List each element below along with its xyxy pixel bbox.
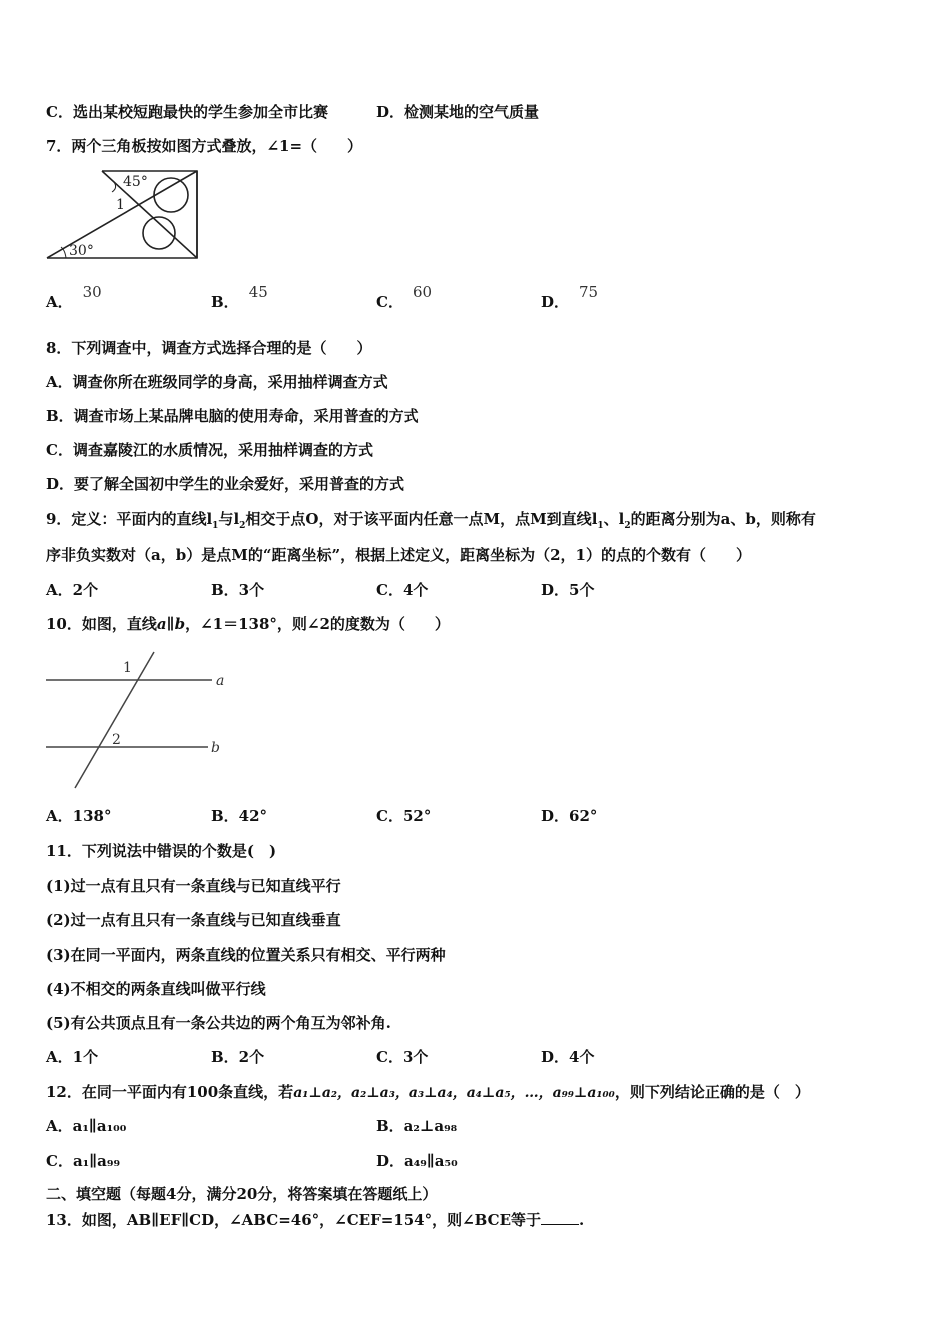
q10-option-d: D．62°	[541, 807, 598, 825]
q8-option-c: C．调查嘉陵江的水质情况，采用抽样调查的方式	[46, 441, 373, 459]
q10-figure-parallel-lines	[42, 648, 242, 793]
q12-option-a: A．a₁∥a₁₀₀	[46, 1117, 127, 1135]
q10-stem: 10．如图，直线a∥b，∠1＝138°，则∠2的度数为（ ）	[46, 615, 450, 633]
q10-label-1: 1	[123, 660, 132, 676]
q8-option-b: B．调查市场上某品牌电脑的使用寿命，采用普查的方式	[46, 407, 419, 425]
q9-stem-line2: 序非负实数对（a，b）是点M的“距离坐标”，根据上述定义，距离坐标为（2，1）的点的个数有（ ）	[46, 546, 751, 564]
q10-label-b: b	[211, 740, 220, 756]
q11-option-c: C．3个	[376, 1048, 429, 1066]
q7-option-d: D．75	[541, 283, 599, 311]
q11-option-a: A．1个	[46, 1048, 99, 1066]
q10-option-b: B．42°	[211, 807, 268, 825]
q7-option-b: B．45	[211, 283, 268, 311]
q7-option-a-value: 30	[82, 283, 102, 301]
q11-option-b: B．2个	[211, 1048, 265, 1066]
q11-statement-1: (1)过一点有且只有一条直线与已知直线平行	[46, 877, 341, 895]
q6-option-c: C．选出某校短跑最快的学生参加全市比赛	[46, 103, 328, 121]
q12-perpendicular-chain: a₁⊥a₂，a₂⊥a₃，a₃⊥a₄，a₄⊥a₅，…，a₉₉⊥a₁₀₀	[293, 1085, 615, 1101]
q12-option-d: D．a₄₉∥a₅₀	[376, 1152, 458, 1170]
q11-statement-5: (5)有公共顶点且有一条公共边的两个角互为邻补角.	[46, 1014, 391, 1032]
q7-label-45: 45°	[123, 174, 148, 190]
q7-label-1: 1	[116, 197, 125, 213]
q9-option-d: D．5个	[541, 581, 595, 599]
q9-option-c: C．4个	[376, 581, 429, 599]
q6-option-d: D．检测某地的空气质量	[376, 103, 540, 121]
q8-option-a: A．调查你所在班级同学的身高，采用抽样调查方式	[46, 373, 388, 391]
q7-option-b-value: 45	[248, 283, 268, 301]
q8-option-d: D．要了解全国初中学生的业余爱好，采用普查的方式	[46, 475, 405, 493]
q10-transversal	[75, 652, 154, 788]
q11-option-d: D．4个	[541, 1048, 595, 1066]
q9-option-b: B．3个	[211, 581, 265, 599]
q11-statement-3: (3)在同一平面内，两条直线的位置关系只有相交、平行两种	[46, 946, 446, 964]
q11-statement-4: (4)不相交的两条直线叫做平行线	[46, 980, 266, 998]
q7-option-c-value: 60	[412, 283, 433, 301]
q7-option-d-value: 75	[579, 283, 599, 301]
q7-label-30: 30°	[69, 243, 94, 259]
q13-answer-blank[interactable]	[541, 1210, 579, 1225]
q7-arc-45	[112, 182, 116, 192]
q10-option-c: C．52°	[376, 807, 432, 825]
q7-figure-triangles	[44, 166, 214, 266]
q10-label-2: 2	[112, 732, 121, 748]
q10-label-a: a	[216, 673, 225, 689]
section2-title: 二、填空题（每题4分，满分20分，将答案填在答题纸上）	[46, 1185, 438, 1203]
q11-stem: 11．下列说法中错误的个数是( )	[46, 842, 277, 860]
q7-stem: 7．两个三角板按如图方式叠放，∠1=（ ）	[46, 137, 363, 155]
q12-option-c: C．a₁∥a₉₉	[46, 1152, 121, 1170]
q9-option-a: A．2个	[46, 581, 99, 599]
q10-option-a: A．138°	[46, 807, 112, 825]
q13-stem: 13．如图，AB∥EF∥CD，∠ABC=46°，∠CEF=154°，则∠BCE等于 .	[46, 1211, 585, 1229]
q7-option-c: C．60	[376, 283, 433, 311]
q12-stem: 12．在同一平面内有100条直线，若a₁⊥a₂，a₂⊥a₃，a₃⊥a₄，a₄⊥a₅，…，a₉₉⊥a₁₀₀，则下列结论正确的是（ ）	[46, 1083, 810, 1101]
q9-stem-line1: 9．定义：平面内的直线$l_1$与$l_2$相交于点O，对于该平面内任意一点M，点M到直线$l_1$、$l_2$的距离分别为a、b，则称有	[46, 510, 816, 531]
q7-option-a: A．30	[46, 283, 102, 311]
q7-hole-top	[154, 178, 188, 212]
q12-option-b: B．a₂⊥a₉₈	[376, 1117, 458, 1135]
q8-stem: 8．下列调查中，调查方式选择合理的是（ ）	[46, 339, 372, 357]
q11-statement-2: (2)过一点有且只有一条直线与已知直线垂直	[46, 911, 341, 929]
